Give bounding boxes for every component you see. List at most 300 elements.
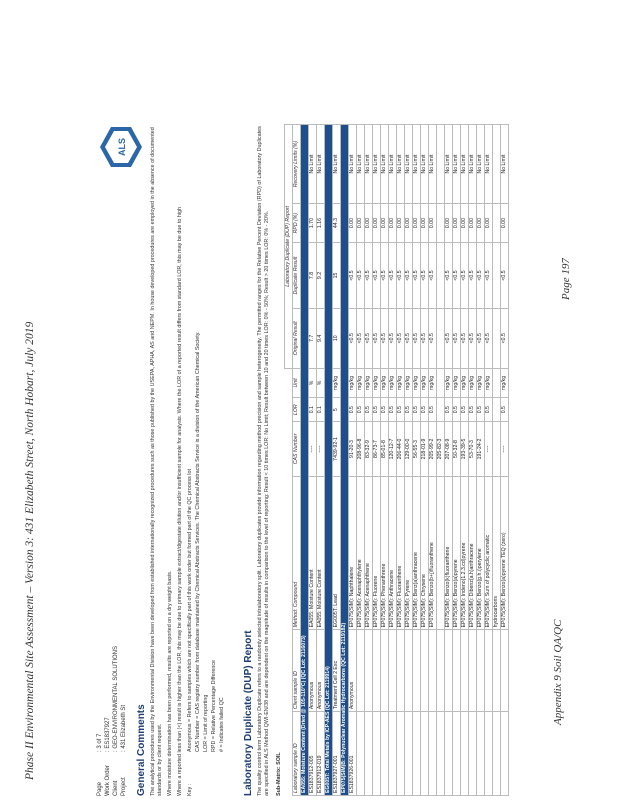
- table-cell: mg/kg: [453, 368, 461, 397]
- table-cell: <0.5: [453, 243, 461, 309]
- column-header: Unit: [293, 368, 301, 397]
- table-cell: %: [309, 368, 317, 397]
- table-cell: No Limit: [485, 125, 493, 204]
- table-cell: 44.3: [333, 204, 341, 243]
- table-cell: mg/kg: [413, 368, 421, 397]
- table-cell: 191-24-2: [477, 422, 485, 477]
- table-cell: No Limit: [469, 125, 477, 204]
- table-super-header: Laboratory Duplicate (DUP) Report: [285, 125, 293, 369]
- table-cell: ES1837927-001: [333, 712, 341, 796]
- table-cell: [373, 712, 381, 796]
- table-cell: No Limit: [389, 125, 397, 204]
- table-row: [373, 125, 381, 796]
- table-cell: EP075(SIM): Chrysene: [421, 476, 429, 630]
- table-cell: 86-73-7: [373, 422, 381, 477]
- table-cell: 0.5: [429, 398, 437, 422]
- table-cell: mg/kg: [469, 368, 477, 397]
- table-cell: [437, 712, 445, 796]
- table-cell: No Limit: [349, 125, 357, 204]
- table-cell: mg/kg: [397, 368, 405, 397]
- table-cell: 0.5: [389, 398, 397, 422]
- table-row: [437, 125, 445, 796]
- table-cell: 10: [333, 308, 341, 368]
- table-cell: 0.5: [365, 398, 373, 422]
- table-cell: [397, 630, 405, 712]
- table-cell: 0.5: [461, 398, 469, 422]
- key-line: Anonymous = Refers to samples which are not specifically part of this work order but formed part of the QC process lot: [187, 469, 193, 752]
- table-cell: No Limit: [477, 125, 485, 204]
- table-cell: ES1837912-019: [317, 712, 325, 796]
- table-row: [413, 125, 421, 796]
- table-cell: No Limit: [405, 125, 413, 204]
- table-cell: <0.5: [421, 308, 429, 368]
- table-cell: 0.5: [349, 398, 357, 422]
- table-cell: 0.00: [373, 204, 381, 243]
- column-header: CAS Number: [293, 422, 301, 477]
- table-cell: 120-12-7: [389, 422, 397, 477]
- table-cell: [477, 630, 485, 712]
- table-cell: 7.8: [309, 243, 317, 309]
- meta-key: Work Order: [105, 765, 111, 796]
- table-group-row: [301, 125, 309, 796]
- table-cell: [437, 368, 445, 397]
- table-cell: EP075(SIM): Anthracene: [389, 476, 397, 630]
- table-cell: 0.1: [317, 398, 325, 422]
- table-row: [349, 125, 357, 796]
- logo-text: ALS: [117, 138, 127, 156]
- table-cell: No Limit: [397, 125, 405, 204]
- table-cell: 7.7: [309, 308, 317, 368]
- table-cell: EP075(SIM): Benzo(a)pyrene TEQ (zero): [501, 476, 509, 630]
- table-cell: 0.00: [405, 204, 413, 243]
- table-cell: 0.00: [365, 204, 373, 243]
- table-cell: [501, 712, 509, 796]
- key-legend: [187, 124, 227, 796]
- table-cell: 0.5: [381, 398, 389, 422]
- table-cell: 0.1: [309, 398, 317, 422]
- meta-row: [112, 646, 120, 796]
- table-cell: [493, 243, 501, 309]
- table-cell: EA055: Moisture Content: [317, 476, 325, 630]
- general-para: Where moisture determination has been performed, results are reported on a dry weight basis.: [167, 570, 173, 796]
- table-cell: 0.5: [477, 398, 485, 422]
- table-cell: [437, 204, 445, 243]
- table-cell: <0.5: [421, 243, 429, 309]
- table-cell: <0.5: [397, 308, 405, 368]
- table-cell: <0.5: [349, 308, 357, 368]
- table-cell: %: [317, 368, 325, 397]
- column-header: Duplicate Result: [293, 243, 301, 309]
- table-cell: 9.2: [317, 243, 325, 309]
- table-cell: No Limit: [373, 125, 381, 204]
- table-cell: 0.00: [381, 204, 389, 243]
- table-cell: 0.5: [421, 398, 429, 422]
- table-group-row: [341, 125, 349, 796]
- table-cell: EG005T: Lead: [333, 476, 341, 630]
- table-cell: 5: [333, 398, 341, 422]
- table-cell: Anonymous: [317, 630, 325, 712]
- table-cell: hydrocarbons: [493, 476, 501, 630]
- table-cell: [453, 630, 461, 712]
- table-cell: EP075(SIM): Phenanthrene: [381, 476, 389, 630]
- table-cell: <0.5: [397, 243, 405, 309]
- table-cell: No Limit: [421, 125, 429, 204]
- table-row: [461, 125, 469, 796]
- table-cell: [413, 712, 421, 796]
- table-cell: [461, 712, 469, 796]
- table-cell: 0.00: [421, 204, 429, 243]
- table-group-row: [325, 125, 333, 796]
- table-cell: No Limit: [333, 125, 341, 204]
- table-cell: mg/kg: [445, 368, 453, 397]
- table-cell: No Limit: [413, 125, 421, 204]
- table-cell: <0.5: [485, 308, 493, 368]
- table-row: [493, 125, 501, 796]
- table-row: [309, 125, 317, 796]
- table-cell: 0.5: [405, 398, 413, 422]
- group-title: EP075(SIM)B: Polynuclear Aromatic Hydrocarbons (QC Lot: 2119182): [341, 125, 349, 796]
- table-cell: Anonymous: [309, 630, 317, 712]
- table-cell: mg/kg: [357, 368, 365, 397]
- key-line: RPD = Relative Percentage Difference: [211, 659, 217, 752]
- table-row: [317, 125, 325, 796]
- table-cell: [397, 712, 405, 796]
- table-cell: Anonymous: [349, 630, 357, 712]
- table-cell: 0.5: [501, 398, 509, 422]
- table-cell: <0.5: [429, 243, 437, 309]
- table-cell: <0.5: [469, 308, 477, 368]
- table-cell: 0.00: [477, 204, 485, 243]
- meta-row: [104, 646, 112, 796]
- column-header: Laboratory sample ID: [293, 712, 301, 796]
- table-cell: <0.5: [477, 243, 485, 309]
- table-cell: [437, 630, 445, 712]
- table-cell: <0.5: [501, 243, 509, 309]
- table-cell: [437, 308, 445, 368]
- table-row: [421, 125, 429, 796]
- table-cell: [381, 630, 389, 712]
- meta-key: Project: [121, 777, 127, 796]
- table-row: [365, 125, 373, 796]
- table-cell: <0.5: [453, 308, 461, 368]
- table-cell: 0.5: [373, 398, 381, 422]
- table-cell: <0.5: [349, 243, 357, 309]
- table-cell: 85-01-8: [381, 422, 389, 477]
- table-cell: [437, 243, 445, 309]
- table-cell: No Limit: [461, 125, 469, 204]
- table-cell: No Limit: [309, 125, 317, 204]
- table-cell: <0.5: [389, 243, 397, 309]
- table-cell: 50-32-8: [453, 422, 461, 477]
- table-cell: <0.5: [413, 243, 421, 309]
- table-cell: <0.5: [477, 308, 485, 368]
- table-cell: ----: [485, 422, 493, 477]
- table-cell: Treatment Cell 2 Exc: [333, 630, 341, 712]
- table-cell: 0.5: [357, 398, 365, 422]
- table-cell: 83-32-9: [365, 422, 373, 477]
- table-cell: <0.5: [501, 308, 509, 368]
- table-cell: [429, 712, 437, 796]
- table-cell: <0.5: [357, 243, 365, 309]
- report-meta: [96, 646, 128, 796]
- table-row: [389, 125, 397, 796]
- table-cell: mg/kg: [501, 368, 509, 397]
- table-cell: 91-20-3: [349, 422, 357, 477]
- table-cell: EP075(SIM): Pyrene: [405, 476, 413, 630]
- table-cell: 0.00: [389, 204, 397, 243]
- table-cell: mg/kg: [349, 368, 357, 397]
- table-cell: [357, 630, 365, 712]
- meta-key: Page: [97, 781, 103, 796]
- table-cell: EP075(SIM): Acenaphthylene: [357, 476, 365, 630]
- table-cell: No Limit: [445, 125, 453, 204]
- column-header: RPD (%): [293, 204, 301, 243]
- table-cell: 0.5: [453, 398, 461, 422]
- table-cell: <0.5: [445, 308, 453, 368]
- table-cell: [493, 630, 501, 712]
- meta-key: Client: [113, 780, 119, 796]
- table-cell: 208-96-8: [357, 422, 365, 477]
- table-cell: EP075(SIM): Benzo(g.h.i)perylene: [477, 476, 485, 630]
- als-logo-icon: [98, 124, 144, 170]
- table-row: [381, 125, 389, 796]
- table-row: [485, 125, 493, 796]
- table-cell: [477, 712, 485, 796]
- table-cell: ----: [501, 422, 509, 477]
- general-para: The analytical procedures used by the Environmental Division have been developed from established internationally recognized procedures such as those published by the USEPA, APHA, AS and NEPM. In house developed procedures are employed in the absence of documented standards or by client request.: [150, 127, 163, 796]
- table-cell: [501, 630, 509, 712]
- table-cell: [413, 630, 421, 712]
- table-cell: No Limit: [429, 125, 437, 204]
- table-cell: <0.5: [373, 308, 381, 368]
- table-cell: mg/kg: [389, 368, 397, 397]
- table-cell: 0.00: [461, 204, 469, 243]
- table-cell: [493, 422, 501, 477]
- table-cell: [461, 630, 469, 712]
- appendix-footer: Appendix 9 Soil QA/QC: [552, 619, 564, 725]
- table-cell: mg/kg: [421, 368, 429, 397]
- table-cell: 205-82-3: [437, 422, 445, 477]
- table-cell: <0.5: [405, 243, 413, 309]
- table-cell: EP075(SIM): Benzo(b+j)fluoranthene: [429, 476, 437, 630]
- table-cell: 0.00: [445, 204, 453, 243]
- table-cell: [485, 712, 493, 796]
- duplicate-intro: The quality control term Laboratory Duplicate refers to a randomly selected intralaboratory split. Laboratory duplicates provide information regarding method precision and sample heterogeneity. The permitted ranges for the Relative Percent Deviation (RPD) of Laboratory Duplicates are specified in ALS Method QWI-EN/38 and are dependent on the magnitude of results in comparison to the level of reporting: Result < 10 times LOR: No Limit; Result between 10 and 20 times LOR: 0% - 50%; Result > 20 times LOR: 0% - 20%.: [257, 126, 270, 796]
- table-cell: [493, 368, 501, 397]
- table-cell: <0.5: [365, 308, 373, 368]
- table-header-row: [293, 125, 301, 796]
- table-cell: EP075(SIM): Benzo(k)fluoranthene: [445, 476, 453, 630]
- table-cell: 129-00-0: [405, 422, 413, 477]
- duplicate-report-heading: Laboratory Duplicate (DUP) Report: [243, 630, 254, 796]
- table-cell: 1.16: [317, 204, 325, 243]
- table-cell: 56-55-3: [413, 422, 421, 477]
- table-cell: ----: [317, 422, 325, 477]
- page-number: Page 197: [560, 258, 572, 300]
- duplicate-table: [284, 124, 509, 796]
- key-line: CAS Number = CAS registry number from database maintained by Chemical Abstracts Services. The Chemical Abstracts Service is a division of the American Chemical Society.: [195, 331, 201, 752]
- table-cell: [389, 630, 397, 712]
- table-cell: 1.70: [309, 204, 317, 243]
- table-cell: 0.5: [485, 398, 493, 422]
- table-cell: <0.5: [365, 243, 373, 309]
- table-cell: [429, 630, 437, 712]
- table-cell: EP075(SIM): Acenaphthene: [365, 476, 373, 630]
- key-line: LOR = Limit of reporting: [203, 694, 209, 752]
- column-header: Method: Compound: [293, 476, 301, 630]
- running-header-text: Phase II Environmental Site Assessment – Version 3: 431 Elizabeth Street, North Hobart, July 2019: [24, 321, 36, 780]
- table-cell: mg/kg: [381, 368, 389, 397]
- table-cell: No Limit: [317, 125, 325, 204]
- column-header: Recovery Limits (%): [293, 125, 301, 204]
- table-cell: EP075(SIM): Benzo(a)pyrene: [453, 476, 461, 630]
- table-cell: [469, 712, 477, 796]
- table-cell: 0.00: [397, 204, 405, 243]
- table-cell: [485, 630, 493, 712]
- table-cell: <0.5: [485, 243, 493, 309]
- table-cell: [493, 204, 501, 243]
- group-title: EA055: Moisture Content (Dried @ 105-110°C) (QC Lot: 2116073): [301, 125, 309, 796]
- table-cell: <0.5: [445, 243, 453, 309]
- table-row: [429, 125, 437, 796]
- group-title: EG005T: Total Metals by ICP-AES (QC Lot: 2119914): [325, 125, 333, 796]
- table-cell: 0.00: [485, 204, 493, 243]
- table-cell: mg/kg: [485, 368, 493, 397]
- table-cell: [437, 125, 445, 204]
- table-cell: mg/kg: [373, 368, 381, 397]
- table-cell: [421, 630, 429, 712]
- table-cell: No Limit: [453, 125, 461, 204]
- table-cell: [493, 125, 501, 204]
- table-cell: 0.00: [349, 204, 357, 243]
- table-cell: [365, 712, 373, 796]
- table-cell: [445, 630, 453, 712]
- table-cell: [437, 398, 445, 422]
- running-header: [20, 20, 38, 780]
- table-cell: [381, 712, 389, 796]
- table-row: [357, 125, 365, 796]
- table-row: [501, 125, 509, 796]
- table-cell: [389, 712, 397, 796]
- table-cell: 0.00: [501, 204, 509, 243]
- table-cell: ES1837912-005: [309, 712, 317, 796]
- table-row: [405, 125, 413, 796]
- table-cell: [365, 630, 373, 712]
- table-cell: [493, 712, 501, 796]
- table-cell: EP075(SIM): Benz(a)anthracene: [413, 476, 421, 630]
- table-cell: [405, 630, 413, 712]
- table-cell: EP075(SIM): Fluoranthene: [397, 476, 405, 630]
- table-cell: EA055: Moisture Content: [309, 476, 317, 630]
- table-row: [453, 125, 461, 796]
- table-cell: ----: [309, 422, 317, 477]
- table-cell: No Limit: [357, 125, 365, 204]
- table-cell: 0.5: [445, 398, 453, 422]
- table-cell: 53-70-3: [469, 422, 477, 477]
- table-cell: No Limit: [501, 125, 509, 204]
- table-cell: [357, 712, 365, 796]
- general-comments-heading: General Comments: [136, 704, 147, 796]
- table-cell: 9.4: [317, 308, 325, 368]
- column-header: Original Result: [293, 308, 301, 368]
- table-cell: 0.5: [469, 398, 477, 422]
- table-cell: 15: [333, 243, 341, 309]
- table-cell: EP075(SIM): Fluorene: [373, 476, 381, 630]
- table-cell: [493, 308, 501, 368]
- table-cell: mg/kg: [429, 368, 437, 397]
- table-cell: 7439-92-1: [333, 422, 341, 477]
- meta-value: : 431 Elizabeth St: [121, 704, 127, 752]
- table-cell: 0.00: [429, 204, 437, 243]
- table-cell: <0.5: [461, 308, 469, 368]
- meta-value: : GEO-ENVIRONMENTAL SOLUTIONS: [113, 645, 119, 752]
- table-cell: mg/kg: [405, 368, 413, 397]
- table-row: [333, 125, 341, 796]
- table-cell: [373, 630, 381, 712]
- table-row: [469, 125, 477, 796]
- table-row: [397, 125, 405, 796]
- table-cell: EP075(SIM): Sum of polycyclic aromatic: [485, 476, 493, 630]
- table-cell: 193-39-5: [461, 422, 469, 477]
- table-cell: <0.5: [405, 308, 413, 368]
- table-cell: <0.5: [381, 243, 389, 309]
- meta-row: [120, 646, 128, 796]
- table-cell: 206-44-0: [397, 422, 405, 477]
- sub-matrix-label: Sub-Matrix: SOIL: [276, 752, 282, 796]
- table-cell: No Limit: [381, 125, 389, 204]
- table-cell: [421, 712, 429, 796]
- column-header: Client sample ID: [293, 630, 301, 712]
- table-cell: 0.5: [397, 398, 405, 422]
- table-cell: <0.5: [381, 308, 389, 368]
- table-row: [445, 125, 453, 796]
- table-cell: <0.5: [413, 308, 421, 368]
- table-cell: [405, 712, 413, 796]
- table-cell: EP075(SIM): Naphthalene: [349, 476, 357, 630]
- meta-value: : 3 of 7: [97, 733, 103, 752]
- table-cell: <0.5: [469, 243, 477, 309]
- table-cell: <0.5: [461, 243, 469, 309]
- table-cell: mg/kg: [365, 368, 373, 397]
- table-cell: 0.00: [453, 204, 461, 243]
- table-cell: <0.5: [357, 308, 365, 368]
- meta-value: : ES1837927: [105, 717, 111, 752]
- table-cell: mg/kg: [333, 368, 341, 397]
- table-cell: 0.00: [469, 204, 477, 243]
- table-cell: 207-08-9: [445, 422, 453, 477]
- table-cell: EP075(SIM): Indeno(1.2.3.cd)pyrene: [461, 476, 469, 630]
- general-para: Where a reported less than (<) result is higher than the LOR, this may be due to primary sample extract/digestate dilution and/or insufficient sample for analysis. Where the LOR of a reported result differs from standard LOR, this may be due to high: [177, 206, 183, 796]
- rotated-report-page: [90, 116, 550, 796]
- table-cell: 205-99-2: [429, 422, 437, 477]
- table-row: [477, 125, 485, 796]
- key-line: # = Indicates failed QC: [219, 697, 225, 752]
- table-cell: 0.00: [413, 204, 421, 243]
- table-cell: EP075(SIM): Dibenz(a.h)anthracene: [469, 476, 477, 630]
- table-cell: [469, 630, 477, 712]
- table-cell: <0.5: [389, 308, 397, 368]
- table-cell: 0.00: [357, 204, 365, 243]
- table-cell: <0.5: [429, 308, 437, 368]
- table-cell: 0.5: [413, 398, 421, 422]
- table-cell: [445, 712, 453, 796]
- table-cell: mg/kg: [461, 368, 469, 397]
- key-label: Key :: [187, 783, 193, 796]
- table-cell: [437, 476, 445, 630]
- column-header: LOR: [293, 398, 301, 422]
- meta-row: [96, 646, 104, 796]
- table-cell: 218-01-9: [421, 422, 429, 477]
